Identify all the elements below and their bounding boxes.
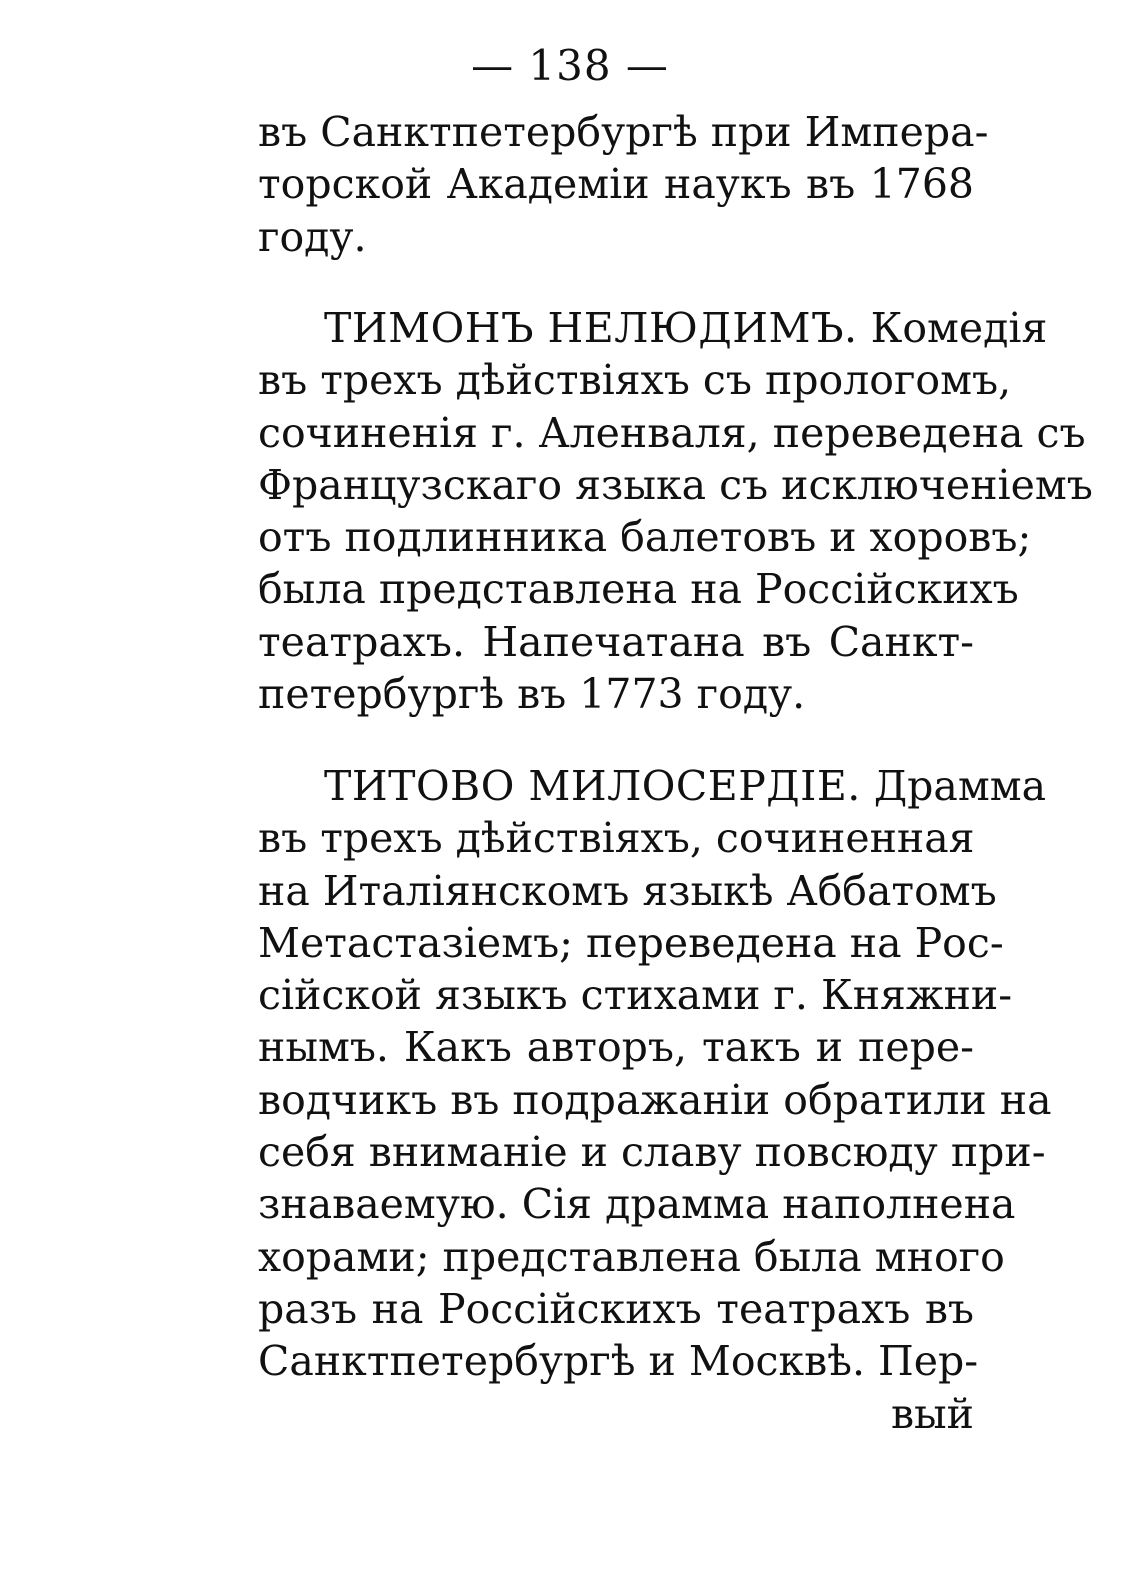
text-line: разъ на Россійскихъ театрахъ въ bbox=[258, 1284, 974, 1333]
text-line: въ трехъ дѣйствіяхъ съ прологомъ, bbox=[258, 356, 1012, 405]
page-number: — 138 — bbox=[471, 41, 669, 90]
text-line: сочиненія г. Аленваля, переведена съ bbox=[258, 408, 1086, 457]
text-line: Французскаго языка съ исключеніемъ bbox=[258, 460, 1093, 509]
text-line: сійской языкъ стихами г. Княжни- bbox=[258, 971, 1013, 1020]
entry-genre: Драмма bbox=[873, 762, 1047, 810]
text-line: хорами; представлена была много bbox=[258, 1232, 1005, 1281]
paragraph-continuation bbox=[258, 106, 989, 263]
text-line: году. bbox=[258, 212, 367, 261]
entry-genre: Комедія bbox=[870, 304, 1048, 352]
entry-heading: ТИТОВО МИЛОСЕРДІЕ. bbox=[324, 762, 861, 810]
text-line: петербургѣ въ 1773 году. bbox=[258, 670, 806, 719]
entry-titus bbox=[258, 760, 1052, 1440]
text-line: отъ подлинника балетовъ и хоровъ; bbox=[258, 513, 1032, 562]
text-line: въ трехъ дѣйствіяхъ, сочиненная bbox=[258, 814, 975, 863]
text-line: на Италіянскомъ языкѣ Аббатомъ bbox=[258, 866, 997, 915]
entry-first-line bbox=[258, 302, 1048, 354]
text-line: въ Санктпетербургѣ при Импера- bbox=[258, 108, 989, 156]
text-line: водчикъ въ подражаніи обратили на bbox=[258, 1075, 1052, 1124]
text-line: Метастазіемъ; переведена на Рос- bbox=[258, 918, 1004, 967]
text-line: театрахъ. Напечатана въ Санкт- bbox=[258, 617, 974, 666]
text-line: себя вниманіе и славу повсюду при- bbox=[258, 1128, 1046, 1177]
text-line: знаваемую. Сія драмма наполнена bbox=[258, 1180, 1016, 1229]
text-line: торской Академіи наукъ въ 1768 bbox=[258, 160, 974, 209]
entry-first-line bbox=[258, 760, 1047, 812]
text-line: была представлена на Россійскихъ bbox=[258, 565, 1019, 614]
catchword: вый bbox=[890, 1389, 974, 1438]
entry-heading: ТИМОНЪ НЕЛЮДИМЪ. bbox=[324, 304, 858, 352]
entry-timon bbox=[258, 302, 1093, 720]
text-line: нымъ. Какъ авторъ, такъ и пере- bbox=[258, 1023, 974, 1072]
text-line: Санктпетербургѣ и Москвѣ. Пер- bbox=[258, 1337, 979, 1386]
